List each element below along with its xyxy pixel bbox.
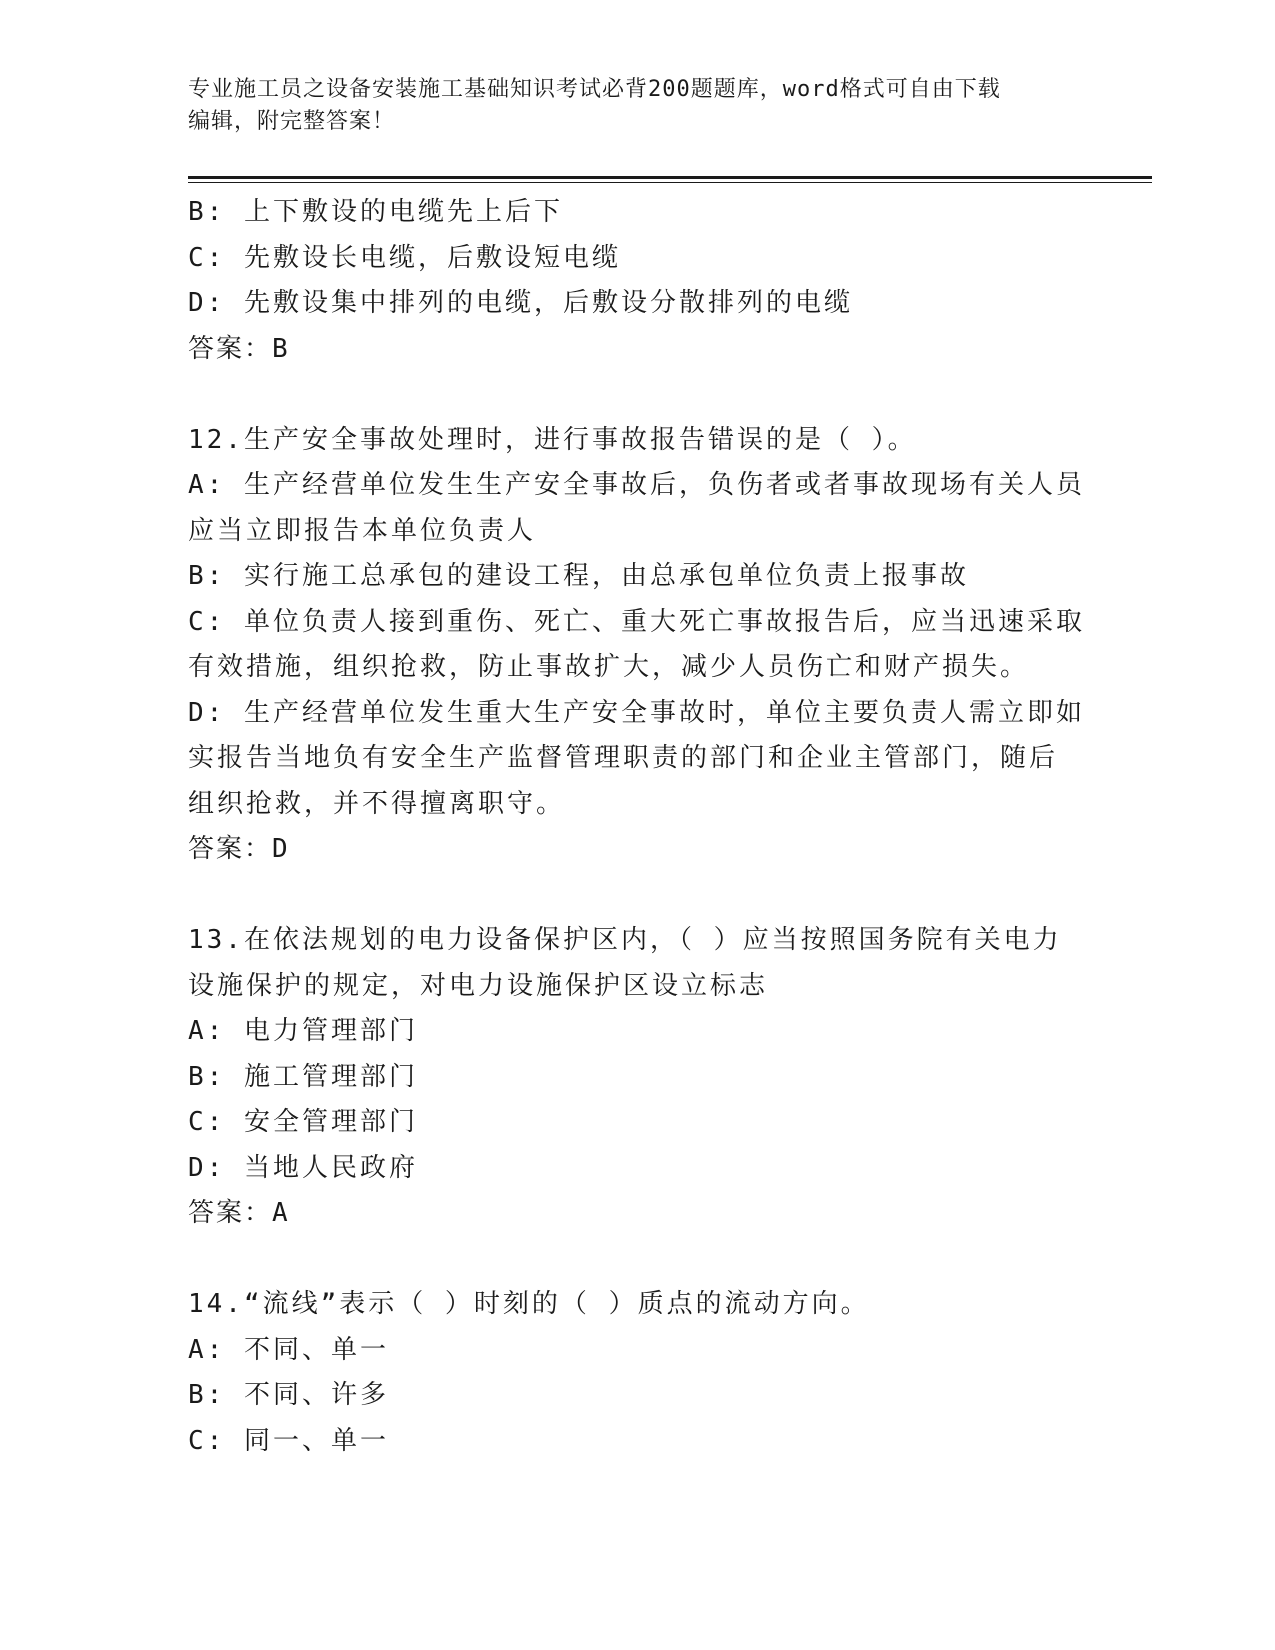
header-title-line-1: 专业施工员之设备安装施工基础知识考试必背200题题库，word格式可自由下载 [188,77,1001,102]
q13-option-b: B: 施工管理部门 [188,1061,418,1092]
question-12-block [188,418,1088,873]
question-13-block [188,918,1088,1237]
question-11-block [188,190,1088,372]
q11-option-b: B: 上下敷设的电缆先上后下 [188,197,563,227]
header-divider-thick [188,176,1152,179]
q14-question: 14.“流线”表示（ ）时刻的（ ）质点的流动方向。 [188,1289,870,1319]
q13-answer: 答案：A [188,1198,290,1228]
q14-option-b: B: 不同、许多 [188,1380,389,1410]
page-header [188,74,1088,138]
q12-option-c-line-1: C: 单位负责人接到重伤、死亡、重大死亡事故报告后，应当迅速采取 [188,606,1085,637]
q13-question-line-1: 13.在依法规划的电力设备保护区内，（ ）应当按照国务院有关电力 [188,925,1062,955]
q14-option-c: C: 同一、单一 [188,1425,389,1456]
q12-option-c-line-2: 有效措施，组织抢救，防止事故扩大，减少人员伤亡和财产损失。 [188,652,1030,682]
q12-option-d-line-2: 实报告当地负有安全生产监督管理职责的部门和企业主管部门，随后 [188,743,1059,773]
question-content [188,190,1088,1464]
q12-answer: 答案：D [188,834,290,864]
question-14-block [188,1282,1088,1464]
q13-option-c: C: 安全管理部门 [188,1107,418,1137]
q12-option-b: B: 实行施工总承包的建设工程，由总承包单位负责上报事故 [188,561,969,591]
q13-question-line-2: 设施保护的规定，对电力设施保护区设立标志 [188,970,769,1001]
q14-option-a: A: 不同、单一 [188,1334,389,1365]
q12-question: 12.生产安全事故处理时，进行事故报告错误的是（ ）。 [188,424,917,455]
q11-option-d: D: 先敷设集中排列的电缆，后敷设分散排列的电缆 [188,288,853,318]
header-title-line-2: 编辑，附完整答案！ [188,109,396,134]
q11-option-c: C: 先敷设长电缆，后敷设短电缆 [188,242,621,273]
q13-option-a: A: 电力管理部门 [188,1016,418,1046]
spacer [188,1237,1088,1283]
header-divider-thin [188,182,1152,183]
q11-answer: 答案：B [188,333,290,364]
q13-option-d: D: 当地人民政府 [188,1152,418,1183]
q12-option-a-line-2: 应当立即报告本单位负责人 [188,515,537,546]
spacer [188,372,1088,418]
q12-option-d-line-3: 组织抢救，并不得擅离职守。 [188,788,566,819]
spacer [188,873,1088,919]
q12-option-d-line-1: D: 生产经营单位发生重大生产安全事故时，单位主要负责人需立即如 [188,697,1085,728]
q12-option-a-line-1: A: 生产经营单位发生生产安全事故后，负伤者或者事故现场有关人员 [188,470,1085,500]
